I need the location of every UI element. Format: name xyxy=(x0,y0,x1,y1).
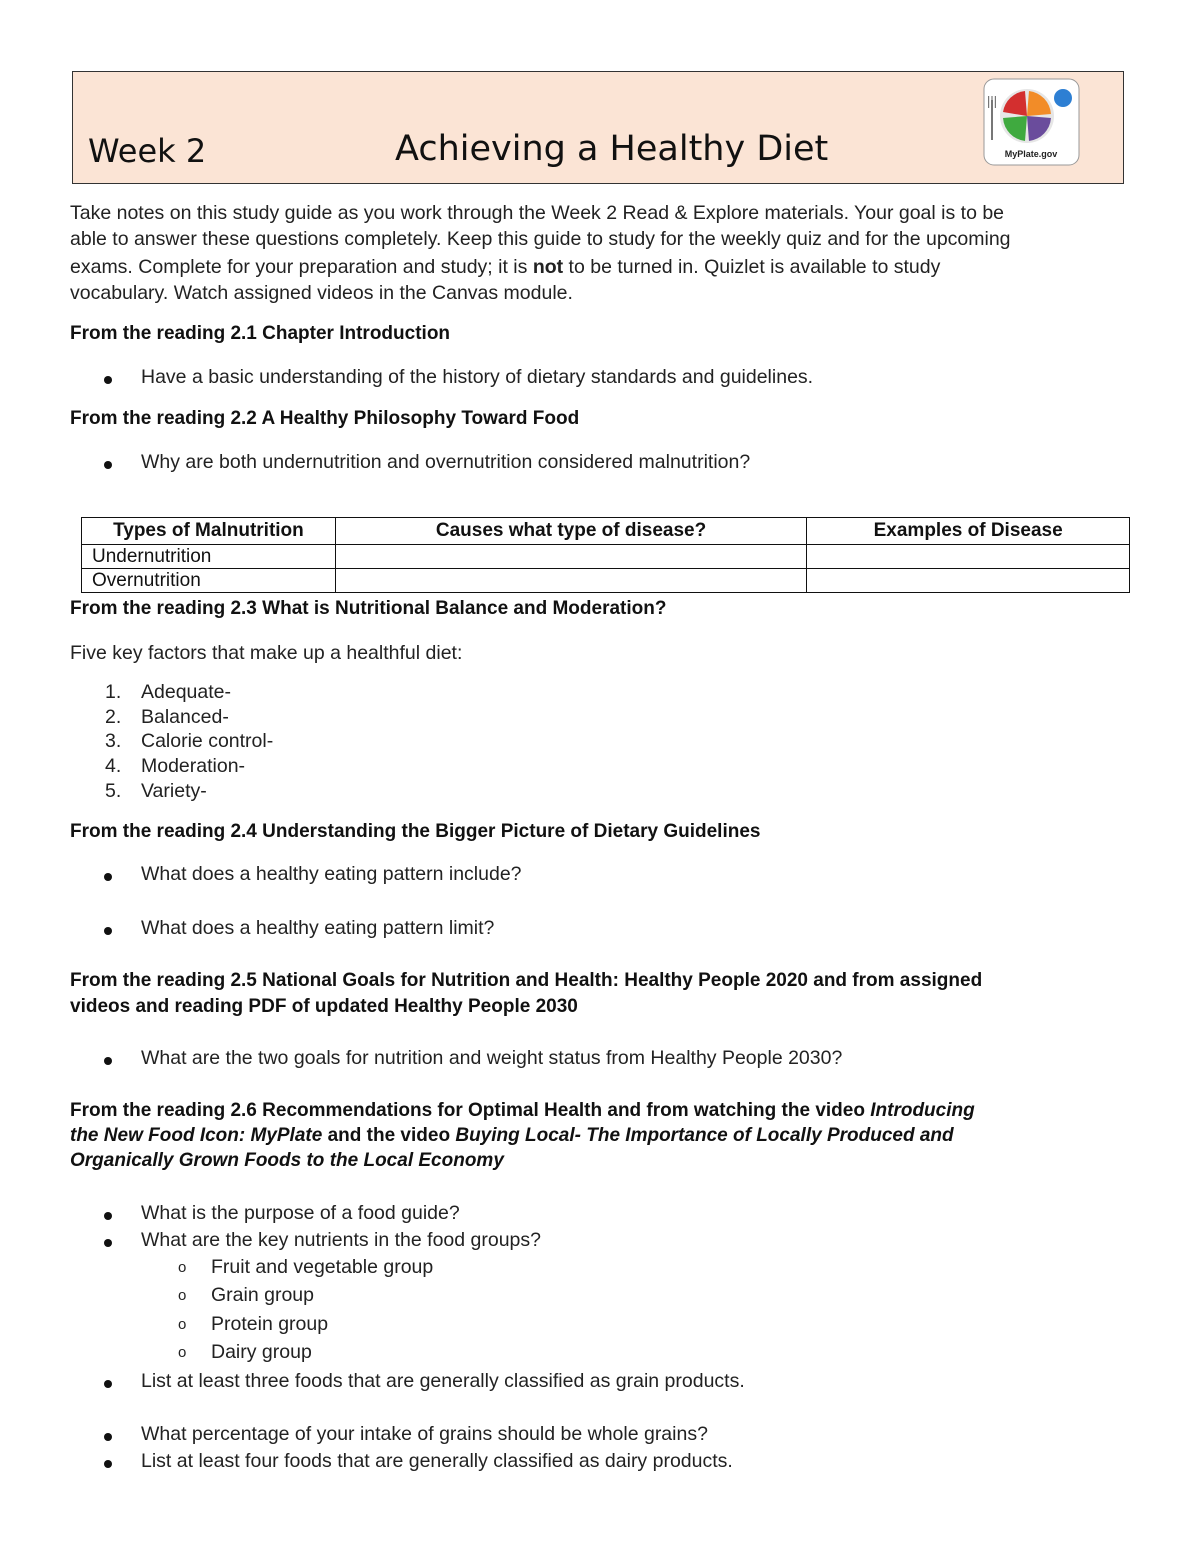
intro-line: able to answer these questions completely. Keep this guide to study for the weekly quiz and for the upcoming xyxy=(70,228,1011,250)
logo-text: MyPlate.gov xyxy=(1004,149,1058,159)
section-heading-2-5-cont: videos and reading PDF of updated Healthy People 2030 xyxy=(70,996,578,1017)
table-cell-empty[interactable] xyxy=(807,569,1130,593)
section-heading-2-5: From the reading 2.5 National Goals for Nutrition and Health: Healthy People 2020 and from assigned xyxy=(70,970,983,991)
page-title: Achieving a Healthy Diet xyxy=(395,129,829,169)
section-heading-2-1: From the reading 2.1 Chapter Introduction xyxy=(70,323,451,344)
section-heading-2-4: From the reading 2.4 Understanding the Bigger Picture of Dietary Guidelines xyxy=(70,821,761,842)
section-heading-2-6-cont: the New Food Icon: MyPlate and the video Buying Local- The Importance of Locally Produced and xyxy=(70,1125,954,1146)
table-header: Types of Malnutrition xyxy=(82,518,336,545)
table-cell: Overnutrition xyxy=(82,569,336,593)
section-heading-2-6: From the reading 2.6 Recommendations for Optimal Health and from watching the video Introducing xyxy=(70,1100,975,1121)
circle-bullet-icon: o xyxy=(178,1259,187,1276)
bullet-icon xyxy=(104,1057,112,1065)
section-heading-2-3: From the reading 2.3 What is Nutritional Balance and Moderation? xyxy=(70,598,667,619)
table-row xyxy=(82,545,1130,569)
section-heading-2-6-cont: Organically Grown Foods to the Local Economy xyxy=(70,1150,504,1171)
bullet-icon xyxy=(104,461,112,469)
header-banner xyxy=(72,71,1124,184)
table-header-row xyxy=(82,518,1130,545)
table-cell-empty[interactable] xyxy=(335,545,806,569)
malnutrition-table xyxy=(81,517,1130,593)
circle-bullet-icon: o xyxy=(178,1344,187,1361)
table-row xyxy=(82,569,1130,593)
table-header: Causes what type of disease? xyxy=(335,518,806,545)
table-cell-empty[interactable] xyxy=(335,569,806,593)
bullet-icon xyxy=(104,873,112,881)
circle-bullet-icon: o xyxy=(178,1287,187,1304)
bullet-icon xyxy=(104,376,112,384)
intro-paragraph xyxy=(70,200,1130,306)
table-header: Examples of Disease xyxy=(807,518,1130,545)
table-cell-empty[interactable] xyxy=(807,545,1130,569)
myplate-logo-icon xyxy=(983,78,1080,166)
bullet-icon xyxy=(104,927,112,935)
factors-lead: Five key factors that make up a healthful diet: xyxy=(70,642,463,664)
intro-line: vocabulary. Watch assigned videos in the Canvas module. xyxy=(70,282,573,304)
bullet-icon xyxy=(104,1212,112,1220)
circle-bullet-icon: o xyxy=(178,1316,187,1333)
bullet-icon xyxy=(104,1460,112,1468)
bullet-icon xyxy=(104,1433,112,1441)
week-label: Week 2 xyxy=(88,132,207,170)
study-guide-page: Week 2 Achieving a Healthy Diet MyPlate.gov Take notes on this study guide as you work through the Week 2 Read & Explore materials. Your goal is to be able to answer these questions completely. Keep this guide to study for the weekly quiz and for the upcoming exams. Complete for your preparation and study; it is not to be turned in. Quizlet is available to study vocabulary. Watch assigned videos in the Canvas module. From the reading 2.1 Chapter Introduction Have a basic understanding of the history of dietary standards and guidelines. From the reading 2.2 A Healthy Philosophy Toward Food Why are both undernutrition and overnutrition considered malnutrition? Types of Malnutrition Causes what type of disease? Examples of Disease Undernutrition Overnutrition From the reading 2.3 What is Nutritional Balance and Moderation? Five key factors that make up a healthful diet: 1. Adequate- 2. Balanced- 3. Calorie control- 4. Moderation- 5. Variety- From the reading 2.4 Understanding the Bigger Picture of Dietary Guidelines What does a healthy eating pattern include? What does a healthy eating pattern limit? From the reading 2.5 National Goals for Nutrition and Health: Healthy People 2020 and from assigned videos and reading PDF of updated Healthy People 2030 What are the two goals for nutrition and weight status from Healthy People 2030? From the reading 2.6 Recommendations for Optimal Health and from watching the video Introducing the New Food Icon: MyPlate and the video Buying Local- The Importance of Locally Produced and Organically Grown Foods to the Local Economy What is the purpose of a food guide? What are the key nutrients in the food groups? o Fruit and vegetable group o Grain group o Protein group o Dairy group List at least three foods that are generally classified as grain products. What percentage of your intake of grains should be whole grains? List at least four foods that are generally classified as dairy products. xyxy=(0,0,1200,1553)
table-cell: Undernutrition xyxy=(82,545,336,569)
bullet-icon xyxy=(104,1239,112,1247)
intro-line: exams. Complete for your preparation and study; it is not to be turned in. Quizlet is available to study xyxy=(70,256,941,278)
bullet-icon xyxy=(104,1380,112,1388)
intro-line: Take notes on this study guide as you work through the Week 2 Read & Explore materials. Your goal is to be xyxy=(70,202,1005,224)
section-heading-2-2: From the reading 2.2 A Healthy Philosophy Toward Food xyxy=(70,408,580,429)
